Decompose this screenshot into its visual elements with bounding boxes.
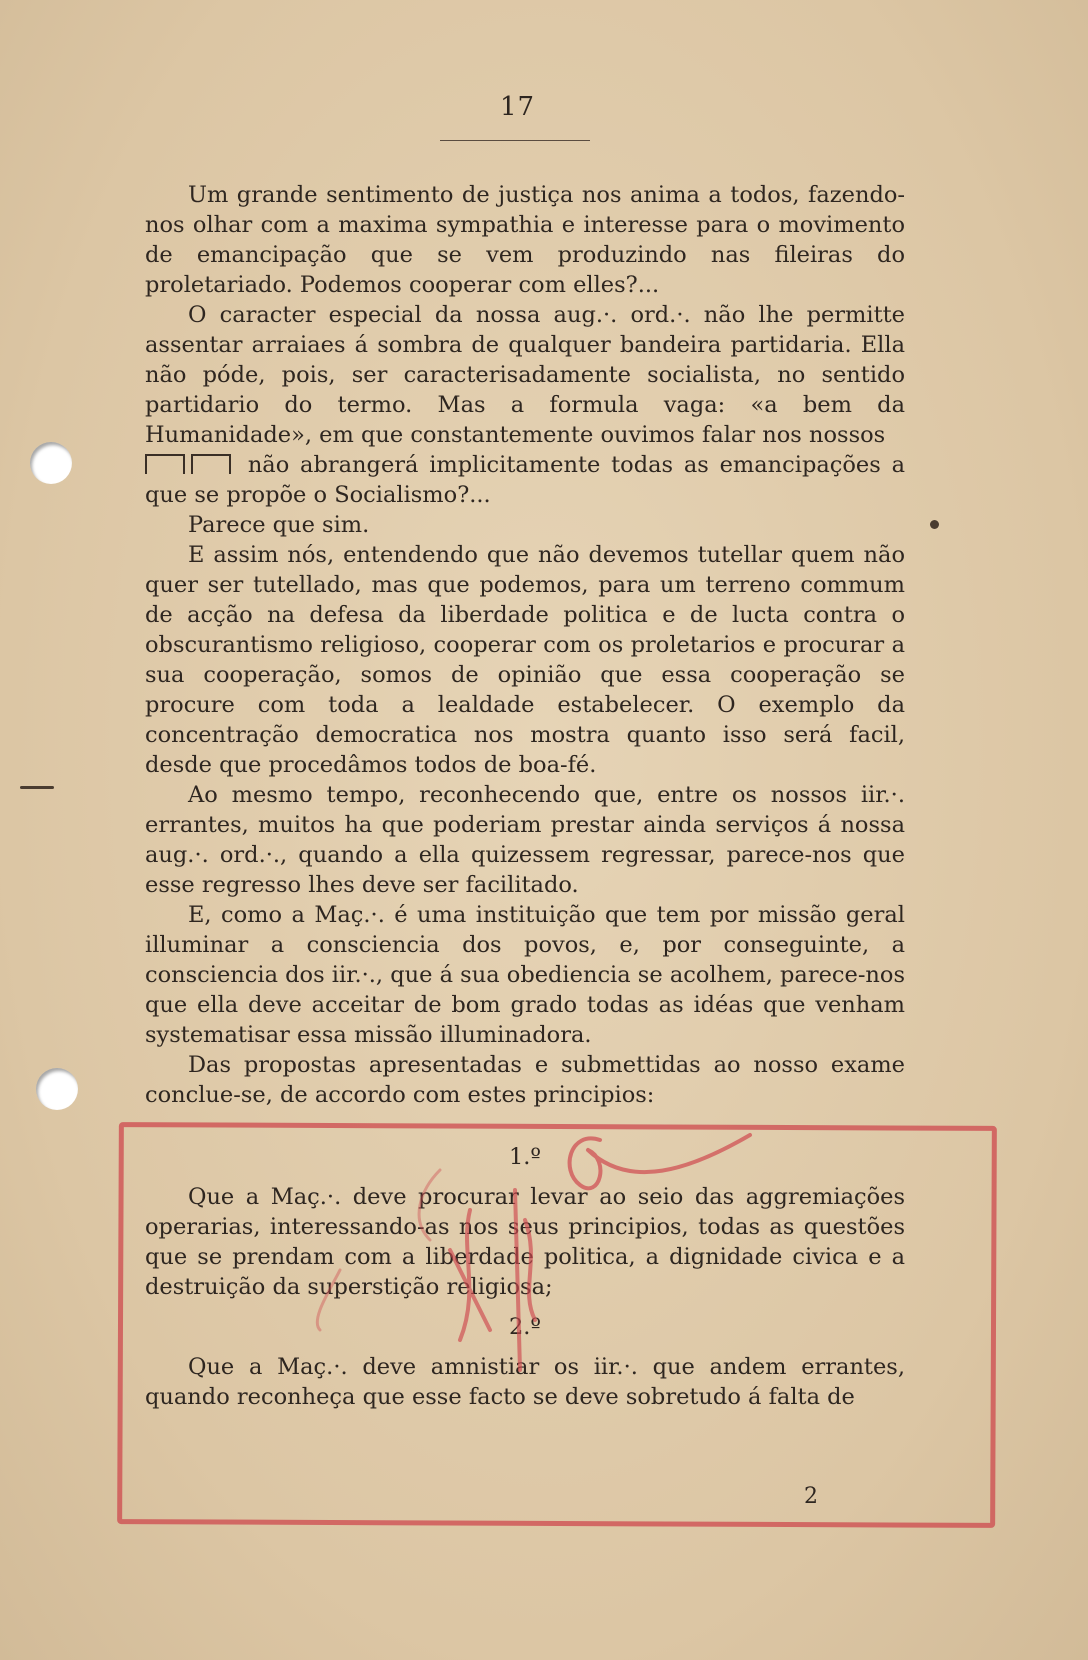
masonic-symbol-icon	[191, 454, 231, 474]
ink-speck	[20, 786, 54, 789]
paragraph-4: Parece que sim.	[188, 512, 370, 538]
paragraph-3-container	[145, 450, 905, 510]
paragraph-8: Das propostas apresentadas e submettidas ao nosso exame conclue-se, de accordo com estes principios:	[145, 1052, 905, 1108]
conclusion-1-text: Que a Maç.·. deve procurar levar ao seio das aggremiações operarias, interessando-as nos seus principios, todas as questões que se prendam com a liberdade politica, a dignidade civica e a destruição da superstição religiosa;	[145, 1184, 905, 1300]
paragraph-3: não abrangerá implicitamente todas as emancipações a que se propõe o Socialismo?...	[145, 452, 906, 508]
paragraph-5: E assim nós, entendendo que não devemos tutellar quem não quer ser tutellado, mas que podemos, para um terreno commum de acção na defesa da liberdade politica e de lucta contra o obscurantismo religioso, cooperar com os proletarios e procurar a sua cooperação, somos de opinião que essa cooperação se procure com toda a lealdade estabelecer. O exemplo da concentração democratica nos mostra quanto isso será facil, desde que procedâmos todos de boa-fé.	[145, 542, 905, 778]
body-text	[145, 180, 905, 1110]
conclusion-1-numeral: 1.º	[508, 1144, 542, 1170]
header-rule	[440, 140, 590, 141]
ink-speck	[930, 520, 939, 529]
paragraph-6: Ao mesmo tempo, reconhecendo que, entre os nossos iir.·. errantes, muitos ha que poderiam prestar ainda serviços á nossa aug.·. ord.·., quando a ella quizessem regressar, parece-nos que esse regresso lhes deve ser facilitado.	[145, 782, 905, 898]
signature-mark: 2	[804, 1484, 818, 1509]
binder-hole-bottom	[36, 1068, 78, 1110]
page-number: 17	[500, 92, 536, 122]
conclusion-2-text: Que a Maç.·. deve amnistiar os iir.·. que andem errantes, quando reconheça que esse facto se deve sobretudo á falta de	[145, 1354, 905, 1410]
conclusion-2-numeral: 2.º	[508, 1314, 542, 1340]
conclusions-section	[145, 1132, 905, 1412]
paragraph-2: O caracter especial da nossa aug.·. ord.·. não lhe permitte assentar arraiaes á sombra de qualquer bandeira partidaria. Ella não póde, pois, ser caracterisadamente socialista, no sentido partidario do termo. Mas a formula vaga: «a bem da Humanidade», em que constantemente ouvimos falar nos nossos	[145, 302, 905, 448]
paragraph-1: Um grande sentimento de justiça nos anima a todos, fazendo-nos olhar com a maxima sympathia e interesse para o movimento de emancipação que se vem produzindo nas fileiras do proletariado. Podemos cooperar com elles?...	[145, 182, 905, 298]
binder-hole-top	[30, 442, 72, 484]
paragraph-7: E, como a Maç.·. é uma instituição que tem por missão geral illuminar a consciencia dos povos, e, por conseguinte, a consciencia dos iir.·., que á sua obediencia se acolhem, parece-nos que ella deve acceitar de bom grado todas as idéas que venham systematisar essa missão illuminadora.	[145, 902, 906, 1048]
masonic-symbol-icon	[145, 454, 185, 474]
